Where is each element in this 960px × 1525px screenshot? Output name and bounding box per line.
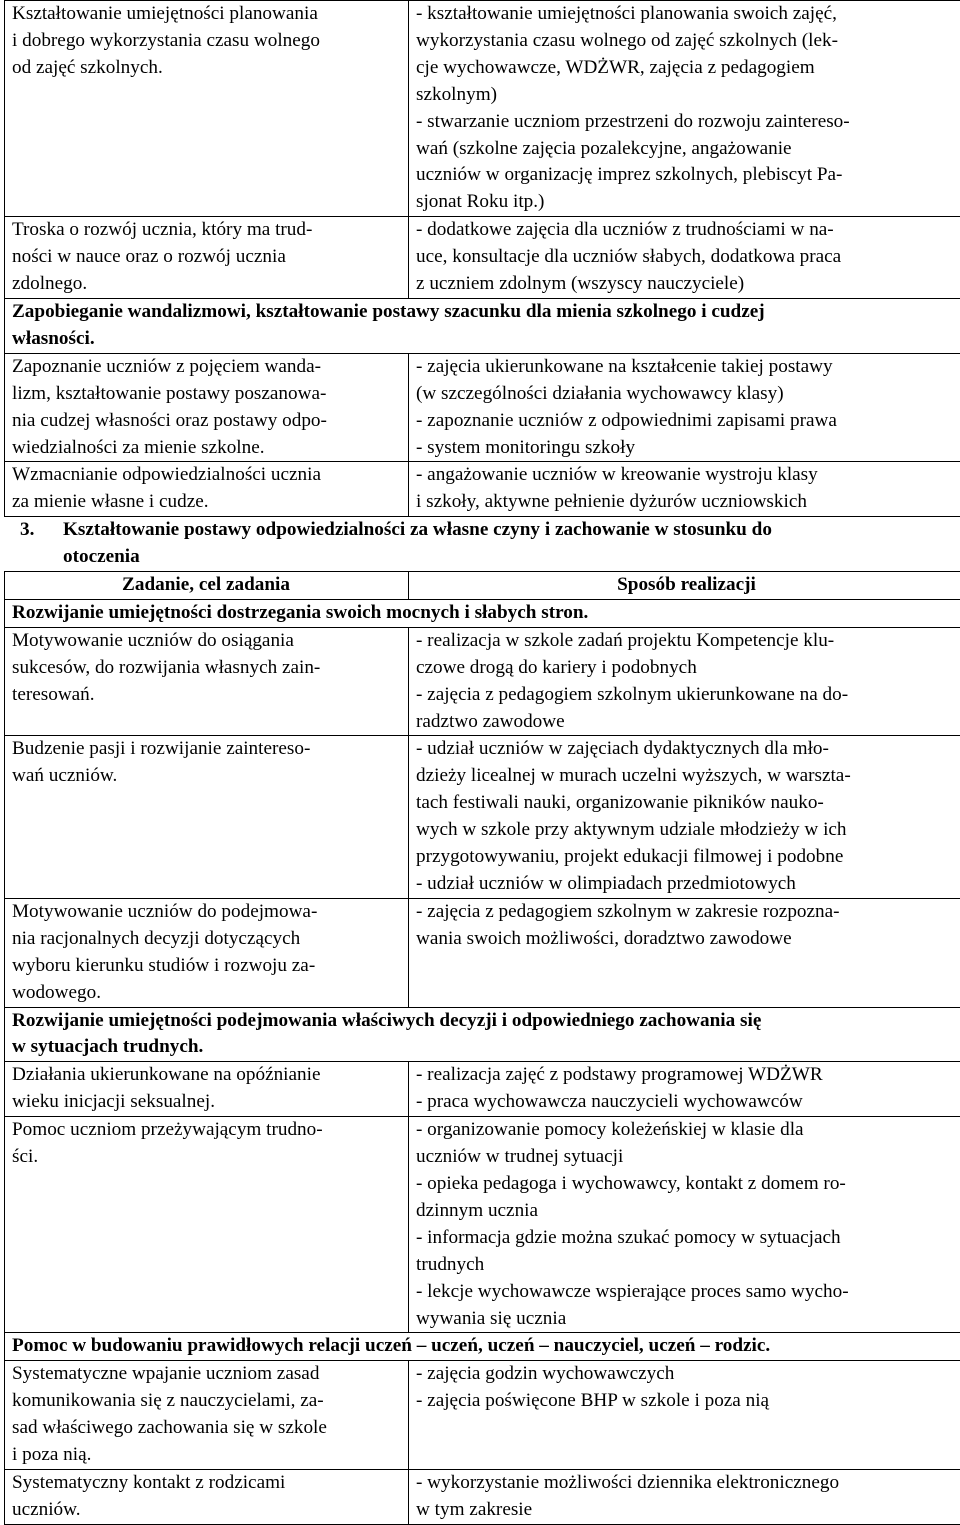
text-line: Kształtowanie umiejętności planowania: [12, 1, 400, 28]
text-line: - stwarzanie uczniom przestrzeni do rozwoju zaintereso-: [416, 109, 957, 136]
table-row: [5, 1, 960, 217]
task-cell: [5, 1062, 409, 1117]
text-line: - informacja gdzie można szukać pomocy w sytuacjach: [416, 1225, 957, 1252]
task-cell: [5, 1, 409, 217]
text-line: - lekcje wychowawcze wspierające proces samo wycho-: [416, 1279, 957, 1306]
section-title-line: otoczenia: [20, 544, 960, 571]
text-line: Rozwijanie umiejętności podejmowania właściwych decyzji i odpowiedniego zachowania się: [12, 1008, 957, 1035]
method-cell: [409, 1469, 960, 1524]
table-row: [5, 217, 960, 299]
table-row: [5, 353, 960, 462]
text-line: - dodatkowe zajęcia dla uczniów z trudnościami w na-: [416, 217, 957, 244]
table-heading-row: [5, 599, 960, 627]
text-line: trudnych: [416, 1252, 957, 1279]
text-line: - zajęcia z pedagogiem szkolnym w zakresie rozpozna-: [416, 899, 957, 926]
text-line: teresowań.: [12, 682, 400, 709]
text-line: wykorzystania czasu wolnego od zajęć szkolnych (lek-: [416, 28, 957, 55]
text-line: - zajęcia z pedagogiem szkolnym ukierunkowane na do-: [416, 682, 957, 709]
column-header-task: Zadanie, cel zadania: [5, 572, 409, 600]
method-cell: [409, 1117, 960, 1333]
text-line: wiedzialności za mienie szkolne.: [12, 435, 400, 462]
text-line: Działania ukierunkowane na opóźnianie: [12, 1062, 400, 1089]
text-line: w sytuacjach trudnych.: [12, 1034, 957, 1061]
text-line: - organizowanie pomocy koleżeńskiej w klasie dla: [416, 1117, 957, 1144]
table-heading-row: [5, 1007, 960, 1062]
text-line: uce, konsultacje dla uczniów słabych, dodatkowa praca: [416, 244, 957, 271]
text-line: Motywowanie uczniów do podejmowa-: [12, 899, 400, 926]
subsection-heading: [5, 1333, 960, 1361]
text-line: sukcesów, do rozwijania własnych zain-: [12, 655, 400, 682]
method-cell: [409, 1, 960, 217]
subsection-heading: [5, 599, 960, 627]
method-cell: [409, 462, 960, 517]
text-line: - angażowanie uczniów w kreowanie wystroju klasy: [416, 462, 957, 489]
task-cell: [5, 217, 409, 299]
task-cell: [5, 1117, 409, 1333]
method-cell: [409, 1062, 960, 1117]
text-line: wodowego.: [12, 980, 400, 1007]
table-row: [5, 627, 960, 736]
text-line: radztwo zawodowe: [416, 709, 957, 736]
table-row: [5, 1361, 960, 1470]
table-row: [5, 1062, 960, 1117]
text-line: - udział uczniów w zajęciach dydaktycznych dla mło-: [416, 736, 957, 763]
text-line: - zajęcia poświęcone BHP w szkole i poza nią: [416, 1388, 957, 1415]
text-line: Systematyczne wpajanie uczniom zasad: [12, 1361, 400, 1388]
table-heading-row: [5, 298, 960, 353]
text-line: Zapobieganie wandalizmowi, kształtowanie postawy szacunku dla mienia szkolnego i cudzej: [12, 299, 957, 326]
text-line: uczniów w organizację imprez szkolnych, plebiscyt Pa-: [416, 162, 957, 189]
text-line: z uczniem zdolnym (wszyscy nauczyciele): [416, 271, 957, 298]
table-row: [5, 462, 960, 517]
task-cell: [5, 1469, 409, 1524]
text-line: - realizacja w szkole zadań projektu Kompetencje klu-: [416, 628, 957, 655]
task-cell: [5, 1361, 409, 1470]
text-line: wań (szkolne zajęcia pozalekcyjne, angażowanie: [416, 136, 957, 163]
method-cell: [409, 627, 960, 736]
text-line: Motywowanie uczniów do osiągania: [12, 628, 400, 655]
table-row: [5, 736, 960, 898]
text-line: ści.: [12, 1144, 400, 1171]
text-line: wyboru kierunku studiów i rozwoju za-: [12, 953, 400, 980]
task-cell: [5, 462, 409, 517]
text-line: sjonat Roku itp.): [416, 189, 957, 216]
text-line: ności w nauce oraz o rozwój ucznia: [12, 244, 400, 271]
task-cell: [5, 898, 409, 1007]
text-line: Wzmacnianie odpowiedzialności ucznia: [12, 462, 400, 489]
table-body: [5, 1, 960, 517]
text-line: Systematyczny kontakt z rodzicami: [12, 1470, 400, 1497]
method-cell: [409, 736, 960, 898]
text-line: sad właściwego zachowania się w szkole: [12, 1415, 400, 1442]
text-line: tach festiwali nauki, organizowanie pikników nauko-: [416, 790, 957, 817]
text-line: Rozwijanie umiejętności dostrzegania swoich mocnych i słabych stron.: [12, 600, 957, 627]
text-line: uczniów w trudnej sytuacji: [416, 1144, 957, 1171]
table-row: [5, 1469, 960, 1524]
text-line: i poza nią.: [12, 1442, 400, 1469]
text-line: w tym zakresie: [416, 1497, 957, 1524]
text-line: - wykorzystanie możliwości dziennika elektronicznego: [416, 1470, 957, 1497]
text-line: przygotowywaniu, projekt edukacji filmowej i podobne: [416, 844, 957, 871]
method-cell: [409, 898, 960, 1007]
text-line: wań uczniów.: [12, 763, 400, 790]
text-line: własności.: [12, 326, 957, 353]
text-line: nia cudzej własności oraz postawy odpo-: [12, 408, 400, 435]
text-line: - praca wychowawcza nauczycieli wychowawców: [416, 1089, 957, 1116]
section-3-title: [0, 517, 960, 571]
table-heading-row: [5, 1333, 960, 1361]
text-line: Pomoc uczniom przeżywającym trudno-: [12, 1117, 400, 1144]
text-line: - system monitoringu szkoły: [416, 435, 957, 462]
section-number: 3.: [20, 517, 63, 544]
text-line: Troska o rozwój ucznia, który ma trud-: [12, 217, 400, 244]
method-cell: [409, 217, 960, 299]
table-header-row: [5, 572, 960, 600]
method-cell: [409, 353, 960, 462]
text-line: - udział uczniów w olimpiadach przedmiotowych: [416, 871, 957, 898]
text-line: komunikowania się z nauczycielami, za-: [12, 1388, 400, 1415]
text-line: za mienie własne i cudze.: [12, 489, 400, 516]
text-line: dzinnym ucznia: [416, 1198, 957, 1225]
section-title-line: Kształtowanie postawy odpowiedzialności za własne czyny i zachowanie w stosunku do: [63, 519, 772, 540]
text-line: cje wychowawcze, WDŻWR, zajęcia z pedagogiem: [416, 55, 957, 82]
upbringing-tasks-table-continued: [4, 0, 960, 517]
text-line: Zapoznanie uczniów z pojęciem wanda-: [12, 354, 400, 381]
text-line: i dobrego wykorzystania czasu wolnego: [12, 28, 400, 55]
text-line: nia racjonalnych decyzji dotyczących: [12, 926, 400, 953]
text-line: - opieka pedagoga i wychowawcy, kontakt z domem ro-: [416, 1171, 957, 1198]
text-line: uczniów.: [12, 1497, 400, 1524]
text-line: wywania się ucznia: [416, 1306, 957, 1333]
text-line: od zajęć szkolnych.: [12, 55, 400, 82]
method-cell: [409, 1361, 960, 1470]
subsection-heading: [5, 298, 960, 353]
text-line: (w szczególności działania wychowawcy klasy): [416, 381, 957, 408]
text-line: wych w szkole przy aktywnym udziale młodzieży w ich: [416, 817, 957, 844]
text-line: czowe drogą do kariery i podobnych: [416, 655, 957, 682]
text-line: dzieży licealnej w murach uczelni wyższych, w warszta-: [416, 763, 957, 790]
subsection-heading: [5, 1007, 960, 1062]
text-line: Budzenie pasji i rozwijanie zaintereso-: [12, 736, 400, 763]
task-cell: [5, 353, 409, 462]
text-line: - zapoznanie uczniów z odpowiednimi zapisami prawa: [416, 408, 957, 435]
table-body: [5, 572, 960, 1525]
responsibility-tasks-table: [4, 571, 960, 1525]
task-cell: [5, 627, 409, 736]
table-row: [5, 898, 960, 1007]
table-row: [5, 1117, 960, 1333]
text-line: zdolnego.: [12, 271, 400, 298]
text-line: - zajęcia godzin wychowawczych: [416, 1361, 957, 1388]
column-header-method: Sposób realizacji: [409, 572, 960, 600]
text-line: - realizacja zajęć z podstawy programowej WDŻWR: [416, 1062, 957, 1089]
text-line: wieku inicjacji seksualnej.: [12, 1089, 400, 1116]
text-line: - zajęcia ukierunkowane na kształcenie takiej postawy: [416, 354, 957, 381]
task-cell: [5, 736, 409, 898]
text-line: i szkoły, aktywne pełnienie dyżurów uczniowskich: [416, 489, 957, 516]
text-line: lizm, kształtowanie postawy poszanowa-: [12, 381, 400, 408]
text-line: szkolnym): [416, 82, 957, 109]
text-line: wania swoich możliwości, doradztwo zawodowe: [416, 926, 957, 953]
text-line: - kształtowanie umiejętności planowania swoich zajęć,: [416, 1, 957, 28]
text-line: Pomoc w budowaniu prawidłowych relacji uczeń – uczeń, uczeń – nauczyciel, uczeń – rodzic.: [12, 1333, 957, 1360]
